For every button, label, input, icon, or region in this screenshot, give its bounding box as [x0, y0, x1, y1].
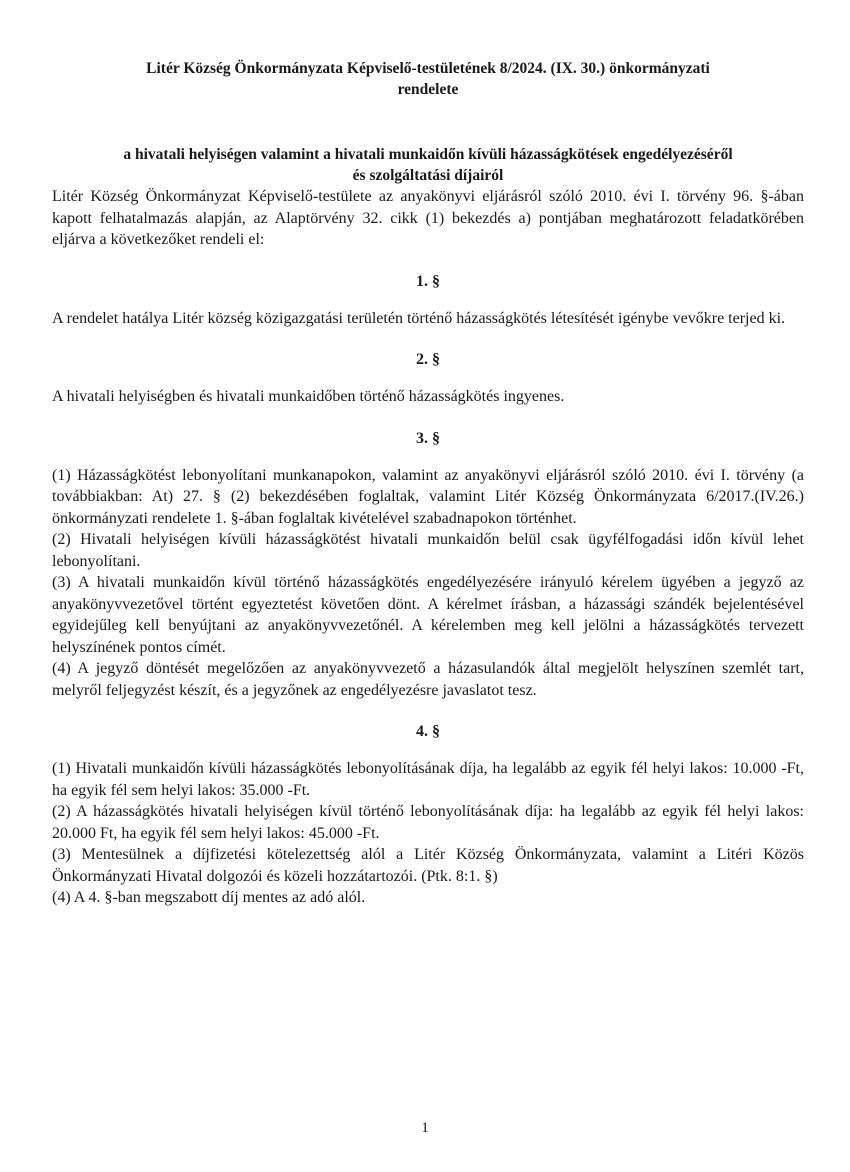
section-paragraph: (4) A jegyző döntését megelőzően az anyakönyvvezető a házasulandók által megjelölt helyszínen szemlét tart, melyről feljegyzést készít, és a jegyzőnek az engedélyezésre javaslatot tesz. [52, 660, 804, 699]
section-paragraph: (1) Házasságkötést lebonyolítani munkanapokon, valamint az anyakönyvi eljárásról szóló 2010. évi I. törvény (a továbbiakban: At) 27. § (2) bekezdésében foglaltak, valamint Litér Község Önkormányzata 6/2017.(IV.26.) önkormányzati rendelete 1. §-ában foglaltak kivételével szabadnapokon történhet. [52, 466, 804, 527]
subtitle-line-2: és szolgáltatási díjairól [352, 167, 504, 184]
section-paragraph: A rendelet hatálya Litér község közigazgatási területén történő házasságkötés létesítését igénybe vevőkre terjed ki. [52, 309, 786, 327]
section-paragraph: (1) Hivatali munkaidőn kívüli házasságkötés lebonyolításának díja, ha legalább az egyik fél helyi lakos: 10.000 -Ft, ha egyik fél sem helyi lakos: 35.000 -Ft. [52, 760, 804, 799]
section-heading: 2. § [416, 351, 440, 368]
section-paragraph: (3) Mentesülnek a díjfizetési kötelezettség alól a Litér Község Önkormányzata, valamint a Litéri Közös Önkormányzati Hivatal dolgozói és közeli hozzátartozói. (Ptk. 8:1. §) [52, 846, 804, 885]
section-heading: 3. § [416, 429, 440, 447]
section-paragraph: A hivatali helyiségben és hivatali munkaidőben történő házasságkötés ingyenes. [52, 388, 565, 405]
document-title [52, 58, 804, 100]
section-1 [52, 271, 804, 330]
title-line-2: rendelete [397, 81, 459, 98]
preamble: Litér Község Önkormányzat Képviselő-testülete az anyakönyvi eljárásról szóló 2010. évi I. törvény 96. §-ában kapott felhatalmazás alapján, az Alaptörvény 32. cikk (1) bekezdés a) pontjában meghatározott feladatkörében eljárva a következőket rendeli el: [52, 188, 804, 248]
page-number: 1 [421, 1120, 429, 1136]
section-heading: 4. § [416, 723, 440, 740]
document-subtitle [52, 144, 804, 186]
section-paragraph: (4) A 4. §-ban megszabott díj mentes az adó alól. [52, 889, 366, 906]
title-line-1: Litér Község Önkormányzata Képviselő-testületének 8/2024. (IX. 30.) önkormányzati [146, 60, 710, 77]
section-heading: 1. § [416, 272, 440, 290]
section-4 [52, 721, 804, 909]
subtitle-line-1: a hivatali helyiségen valamint a hivatali munkaidőn kívüli házasságkötések engedélyezéséről [123, 146, 733, 163]
document-page [52, 58, 804, 909]
section-2 [52, 349, 804, 408]
section-paragraph: (2) Hivatali helyiségen kívüli házasságkötést hivatali munkaidőn belül csak ügyfélfogadási időn kívül lehet lebonyolítani. [52, 531, 804, 570]
section-paragraph: (2) A házasságkötés hivatali helyiségen kívül történő lebonyolításának díja: ha legalább az egyik fél helyi lakos: 20.000 Ft, ha egyik fél sem helyi lakos: 45.000 -Ft. [52, 803, 804, 842]
section-3 [52, 428, 804, 702]
section-paragraph: (3) A hivatali munkaidőn kívül történő házasságkötés engedélyezésére irányuló kérelem ügyében a jegyző az anyakönyvvezetővel történt egyeztetést követően dönt. A kérelmet írásban, a házassági szándék bejelentésével egyidejűleg kell benyújtani az anyakönyvvezetőnél. A kérelemben meg kell jelölni a házasságkötés tervezett helyszínének pontos címét. [52, 574, 804, 656]
